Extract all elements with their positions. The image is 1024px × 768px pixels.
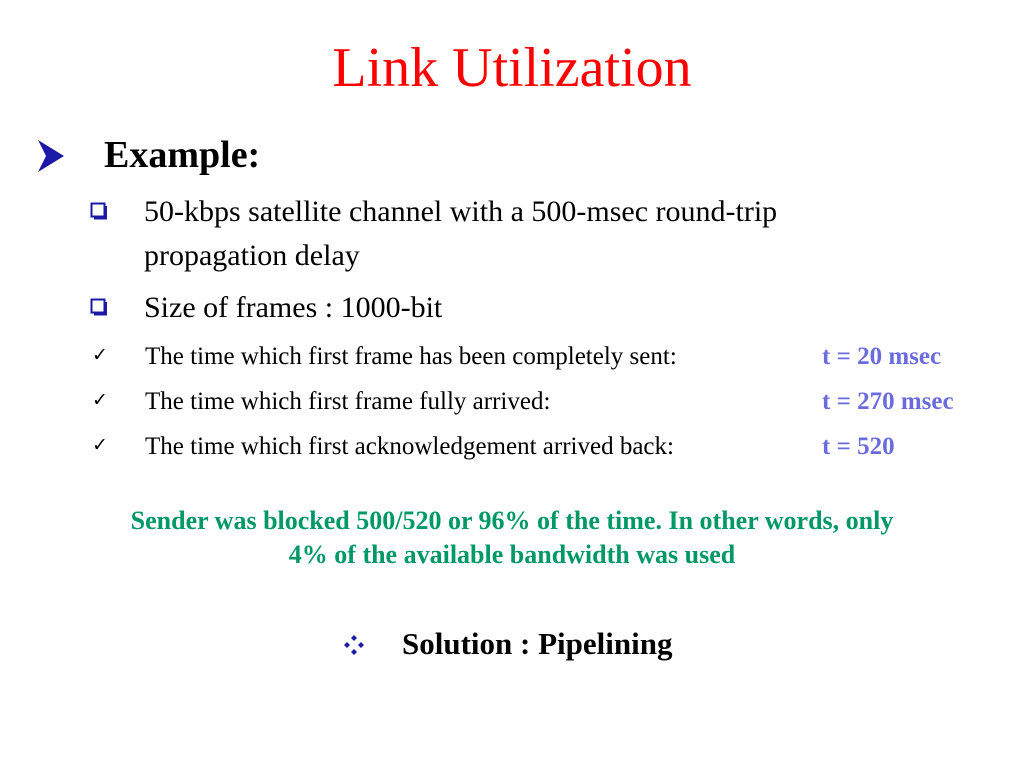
hollow-square-icon	[90, 298, 108, 316]
check-label-sent: The time which first frame has been completely sent:	[145, 343, 677, 370]
checkmark-icon: ✓	[92, 389, 108, 411]
summary-line1: Sender was blocked 500/520 or 96% of the time. In other words, only	[130, 506, 894, 535]
item-channel-line2: propagation delay	[144, 239, 360, 272]
slide-title: Link Utilization	[332, 37, 692, 99]
example-heading: Example:	[104, 134, 261, 176]
hollow-square-icon	[90, 202, 108, 220]
summary-text	[0, 504, 1024, 572]
item-channel-line1: 50-kbps satellite channel with a 500-msec round-trip	[144, 195, 778, 228]
solution-text: Solution : Pipelining	[402, 626, 673, 661]
check-value-arrived: t = 270 msec	[822, 388, 954, 415]
summary-line2: 4% of the available bandwidth was used	[288, 540, 736, 569]
check-label-ack: The time which first acknowledgement arrived back:	[145, 433, 674, 460]
check-value-sent: t = 20 msec	[822, 343, 942, 370]
check-value-ack: t = 520	[822, 433, 895, 460]
checkmark-icon: ✓	[92, 344, 108, 366]
checkmark-icon: ✓	[92, 434, 108, 456]
item-frame-size: Size of frames : 1000-bit	[144, 291, 443, 324]
four-diamond-icon	[343, 634, 365, 656]
arrowhead-icon	[36, 136, 66, 176]
check-label-arrived: The time which first frame fully arrived:	[145, 388, 551, 415]
